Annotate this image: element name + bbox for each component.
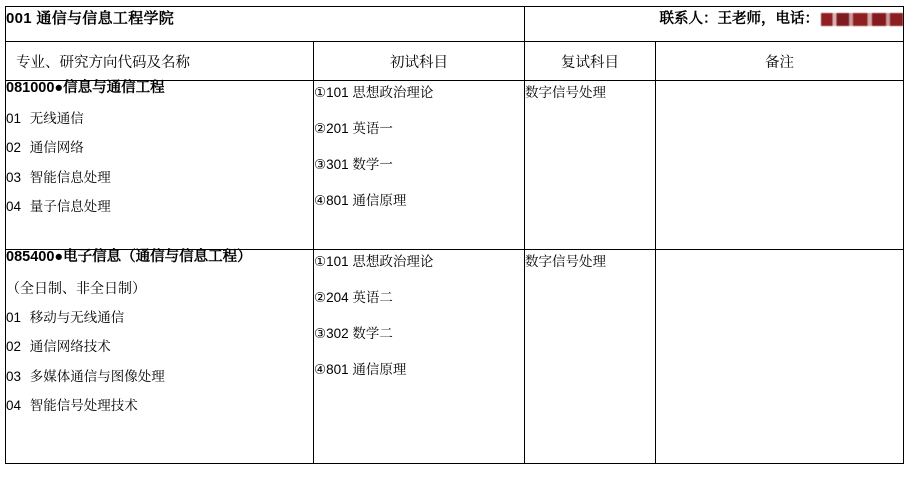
table-row [6, 250, 904, 464]
college-name-cell: 001 通信与信息工程学院 [6, 7, 525, 42]
column-header-retest: 复试科目 [525, 42, 656, 81]
direction-code: 03 [6, 169, 22, 185]
admissions-catalog-table [5, 6, 904, 464]
list-item: ②201 英语一 [314, 121, 393, 136]
direction-name: 无线通信 [29, 110, 84, 126]
college-header-row [6, 7, 904, 42]
remarks-cell [656, 250, 904, 464]
direction-code: 02 [6, 140, 22, 155]
redacted-phone-number [821, 13, 903, 26]
table-row [6, 81, 904, 250]
column-header-remarks: 备注 [656, 42, 904, 81]
direction-name: 智能信号处理技术 [29, 398, 138, 413]
list-item: ②204 英语二 [314, 290, 393, 305]
list-item: ①101 思想政治理论 [314, 254, 434, 269]
direction-name: 移动与无线通信 [29, 309, 125, 325]
retest-cell: 数字信号处理 [525, 81, 656, 250]
list-item: ④801 通信原理 [314, 193, 407, 208]
direction-name: 量子信息处理 [29, 199, 111, 214]
column-header-major: 专业、研究方向代码及名称 [6, 42, 314, 81]
remarks-cell [656, 81, 904, 250]
list-item [6, 171, 313, 185]
initial-exam-cell [314, 250, 525, 464]
direction-code: 04 [6, 199, 22, 214]
direction-name: 多媒体通信与图像处理 [29, 368, 165, 384]
list-item: ③302 数学二 [314, 326, 393, 341]
direction-name: 通信网络技术 [29, 339, 111, 354]
program-cell [6, 81, 314, 250]
list-item: ①101 思想政治理论 [314, 85, 434, 100]
direction-name: 通信网络 [29, 140, 84, 155]
list-item [6, 141, 313, 155]
direction-code: 02 [6, 339, 22, 354]
list-item [6, 112, 313, 126]
program-cell [6, 250, 314, 464]
list-item: ④801 通信原理 [314, 362, 407, 377]
column-header-initial-exam: 初试科目 [314, 42, 525, 81]
list-item [6, 399, 313, 413]
direction-code: 03 [6, 368, 22, 384]
direction-code: 04 [6, 398, 22, 413]
list-item [6, 311, 313, 325]
list-item [6, 200, 313, 214]
program-subtitle: （全日制、非全日制） [6, 279, 146, 296]
contact-label: 联系人：王老师，电话： [659, 11, 820, 27]
direction-code: 01 [6, 309, 22, 325]
retest-cell: 数字信号处理 [525, 250, 656, 464]
initial-exam-cell [314, 81, 525, 250]
direction-code: 01 [6, 110, 22, 126]
list-item: ③301 数学一 [314, 157, 393, 172]
program-title: 081000●信息与通信工程 [6, 80, 165, 96]
column-header-row [6, 42, 904, 81]
direction-name: 智能信息处理 [29, 169, 111, 185]
list-item [6, 370, 313, 384]
program-title: 085400●电子信息（通信与信息工程） [6, 249, 252, 265]
list-item [6, 340, 313, 354]
contact-info-cell [525, 7, 904, 42]
